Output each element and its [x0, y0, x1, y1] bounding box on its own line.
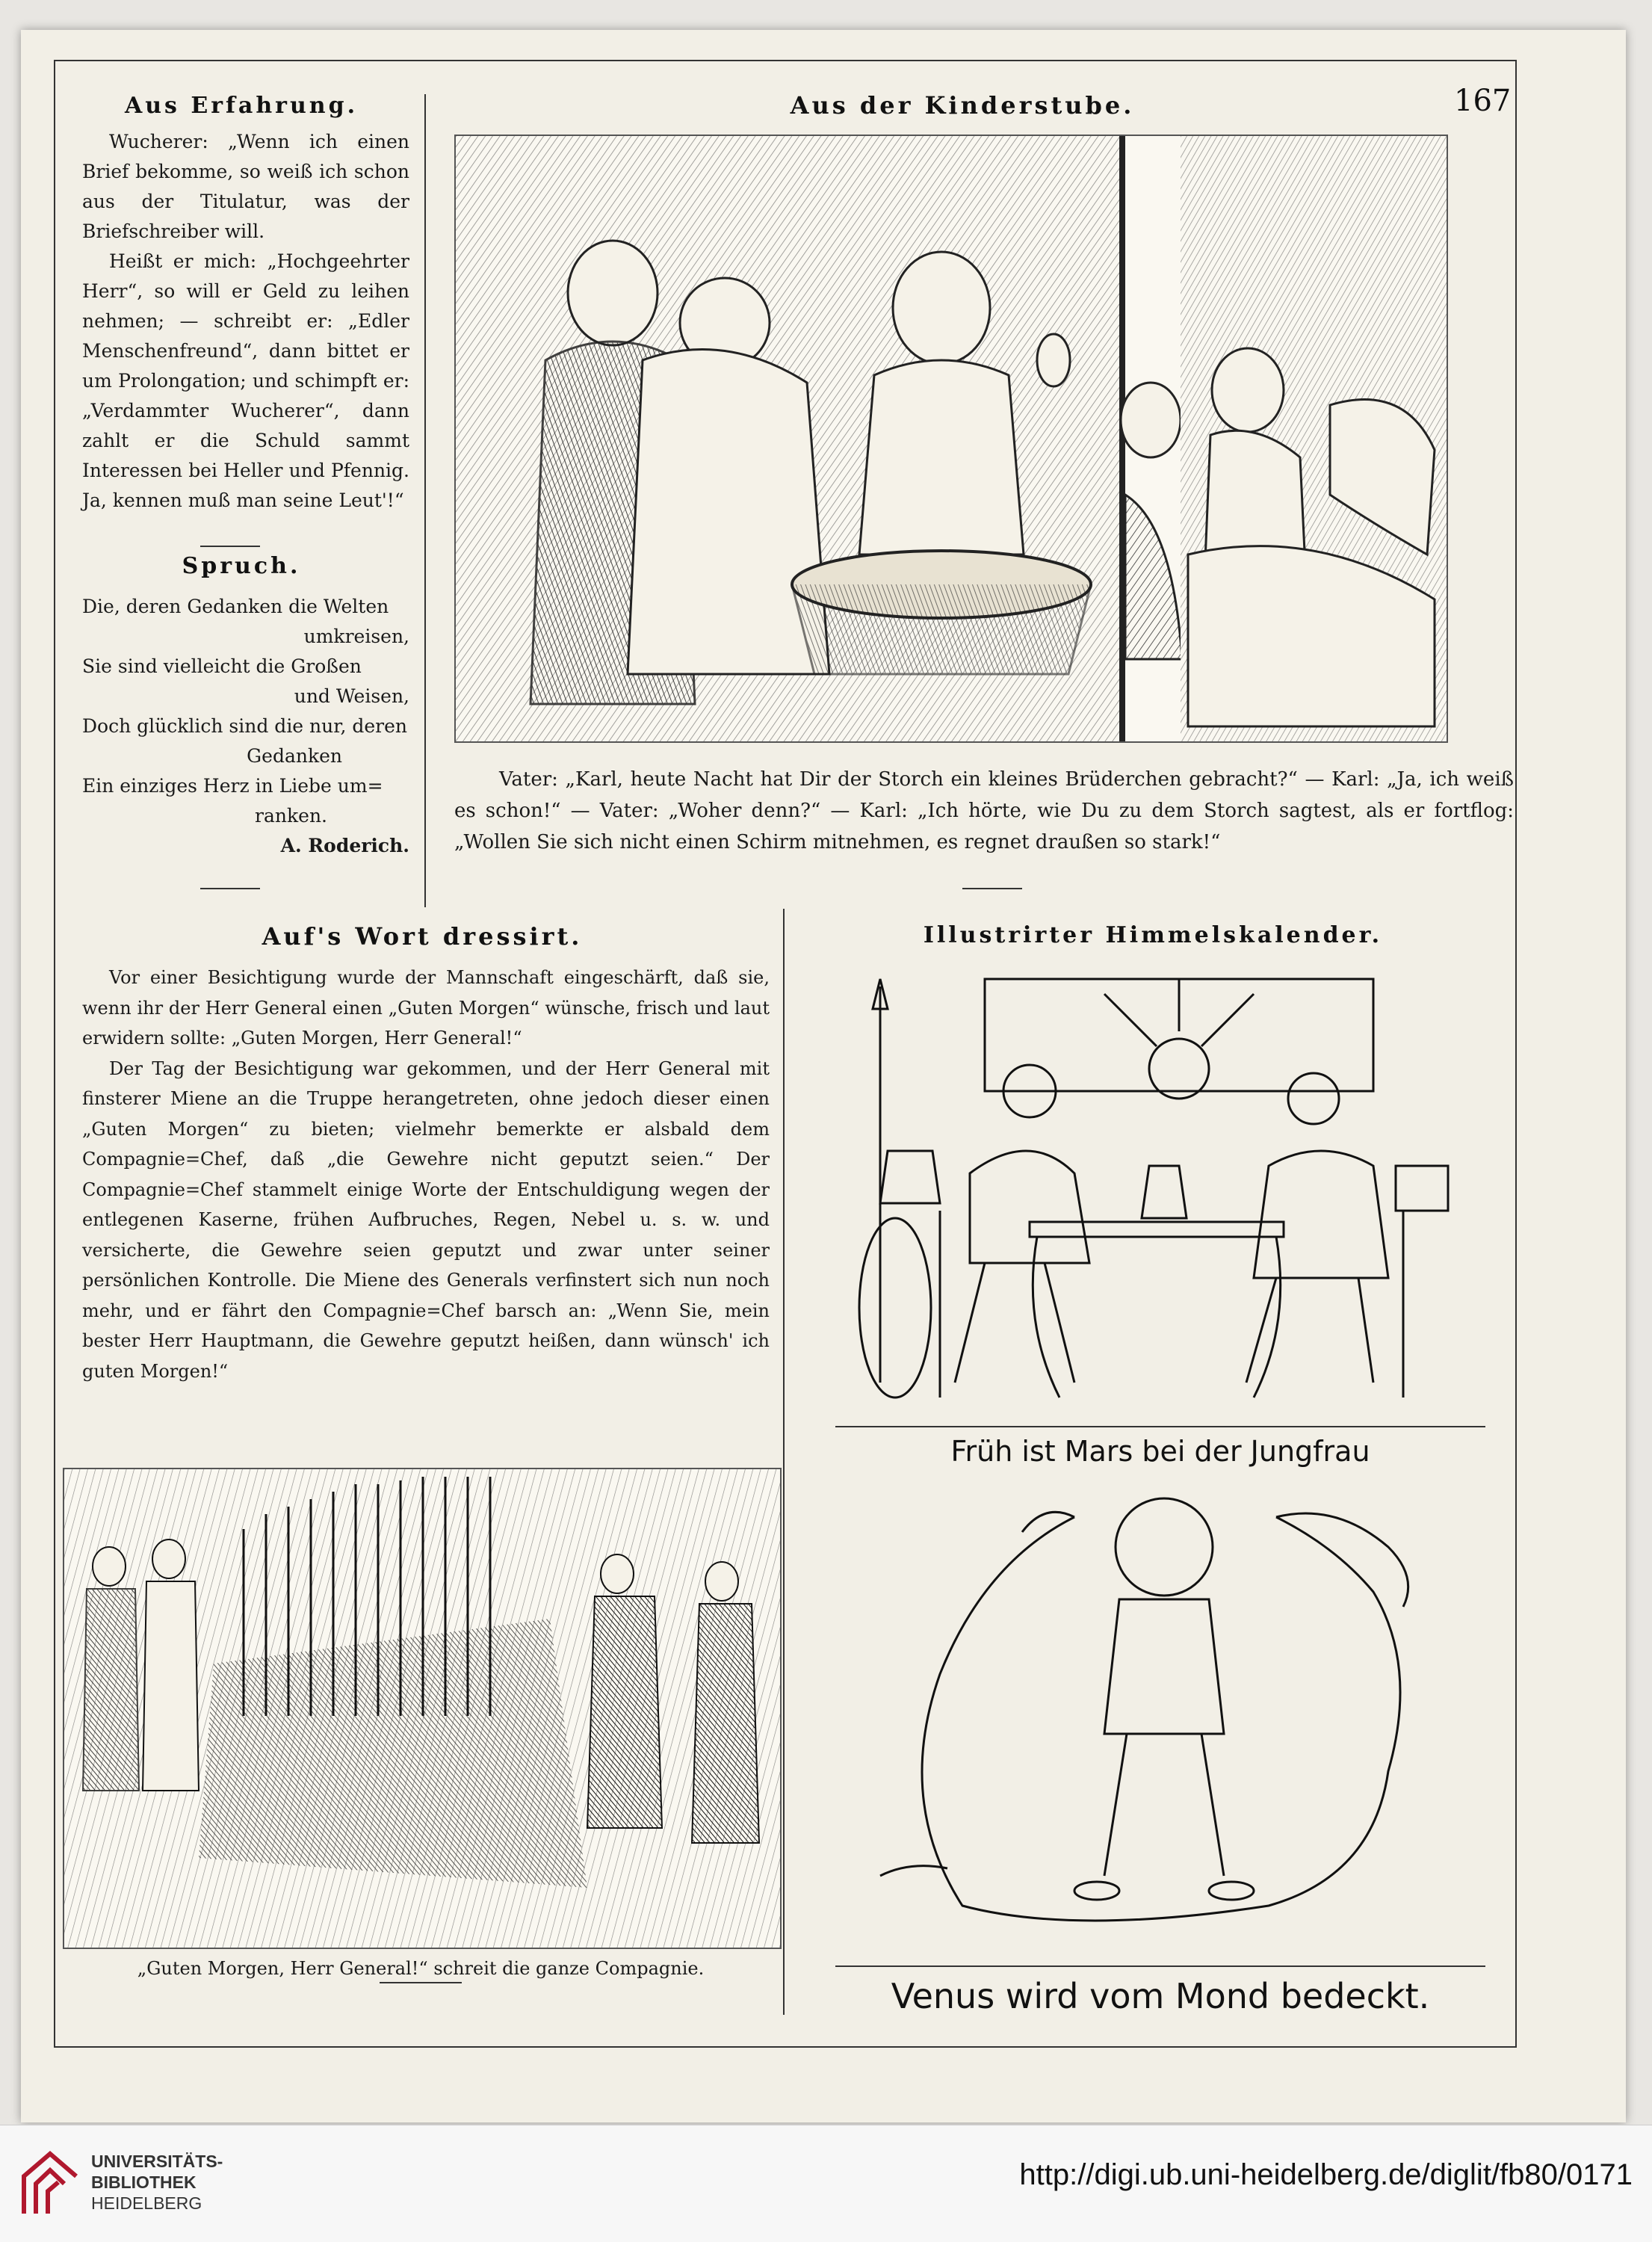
dressirt-paragraph-1: Vor einer Besichtigung wurde der Mannschaft eingeschärft, daß sie, wenn ihr der Herr General einen „Guten Morgen“ wünsche, frisch und laut erwidern sollte: „Guten Morgen, Herr General!“ [82, 967, 770, 1049]
erfahrung-paragraph-1: Wucherer: „Wenn ich einen Brief bekomme, so weiß ich schon aus der Titulatur, was der Briefschreiber will. [82, 131, 409, 242]
section-title-spruch: Spruch. [182, 553, 301, 579]
institution-line: BIBLIOTHEK [91, 2172, 197, 2192]
spruch-poem [82, 592, 409, 861]
section-title-kinderstube: Aus der Kinderstube. [790, 91, 1135, 120]
dressirt-paragraph-2: Der Tag der Besichtigung war gekommen, und der Herr General mit finsterer Miene an die Truppe herangetreten, ohne jedoch dieser einen „Guten Morgen“ zu bieten; vielmehr bemerkte er alsbald dem Compagnie=Chef, daß „die Gewehre nicht geputzt seien.“ Der Compagnie=Chef stammelt einige Worte der Entschuldigung wegen der entlegenen Kaserne, frühen Aufbruches, Regen, Nebel u. s. w. und versicherte, die Gewehre seien geputzt und zwar unter seiner persönlichen Kontrolle. Die Miene des Generals verfinstert sich nun noch mehr, und er fährt den Compagnie=Chef barsch an: „Wenn Sie, mein bester Herr Hauptmann, die Gewehre geputzt heißen, dann wünsch' ich guten Morgen!“ [82, 1057, 770, 1382]
spruch-line: Sie sind vielleicht die Großen [82, 655, 362, 677]
spruch-line: Gedanken [247, 745, 342, 767]
footer-bar [0, 2125, 1652, 2242]
calendar-caption-2: Venus wird vom Mond bedeckt. [891, 1976, 1430, 2016]
institution-line: UNIVERSITÄTS- [91, 2152, 223, 2171]
calendar-rule-1 [835, 1426, 1485, 1427]
spruch-line: ranken. [255, 805, 327, 827]
kinderstube-illustration [454, 135, 1184, 743]
institution-name [91, 2151, 223, 2214]
institution-line: HEIDELBERG [91, 2193, 202, 2213]
section-divider-2 [962, 888, 1022, 889]
scanned-page [21, 30, 1626, 2122]
dressirt-caption: „Guten Morgen, Herr General!“ schreit die ganze Compagnie. [137, 1958, 705, 1979]
section-divider [200, 888, 260, 889]
calendar-rule-2 [835, 1965, 1485, 1967]
spruch-line: umkreisen, [303, 626, 409, 647]
erfahrung-text [82, 127, 409, 516]
page-number: 167 [1454, 84, 1512, 118]
mars-jungfrau-illustration [850, 964, 1463, 1417]
erfahrung-paragraph-2: Heißt er mich: „Hochgeehrter Herr“, so will er Geld zu leihen nehmen; — schreibt er: „Edler Menschenfreund“, dann bittet er um Prolongation; und schimpft er: „Verdammter Wucherer“, dann zahlt er die Schuld sammt Interessen bei Heller und Pfennig. Ja, kennen muß man seine Leut'!“ [82, 250, 409, 511]
left-column-rule [424, 94, 426, 907]
spruch-line: und Weisen, [294, 685, 409, 707]
spruch-divider [200, 546, 260, 547]
kinderstube-caption: Vater: „Karl, heute Nacht hat Dir der Storch ein kleines Brüderchen gebracht?“ — Karl: „Ja, ich weiß es schon!“ — Vater: „Woher denn?“ — Karl: „Ich hörte, wie Du zu dem Storch sagtest, als er fortflog: „Wollen Sie sich nicht einen Schirm mitnehmen, es regnet draußen so stark!“ [454, 768, 1514, 853]
dressirt-text [82, 963, 770, 1386]
spruch-author: A. Roderich. [280, 835, 409, 856]
venus-mond-illustration [850, 1487, 1463, 1936]
spruch-line: Ein einziges Herz in Liebe um= [82, 775, 383, 797]
spruch-line: Die, deren Gedanken die Welten [82, 596, 389, 617]
dressirt-illustration [63, 1468, 782, 1949]
university-logo-icon [16, 2146, 84, 2218]
section-title-erfahrung: Aus Erfahrung. [124, 93, 359, 119]
spruch-line: Doch glücklich sind die nur, deren [82, 715, 407, 737]
calendar-caption-1: Früh ist Mars bei der Jungfrau [950, 1435, 1370, 1468]
center-column-rule [783, 909, 785, 2015]
kinderstube-illustration-right [1181, 135, 1448, 743]
source-url-link[interactable]: http://digi.ub.uni-heidelberg.de/diglit/fb80/0171 [1019, 2158, 1633, 2191]
section-title-dressirt: Auf's Wort dressirt. [262, 922, 583, 951]
section-title-himmelskalender: Illustrirter Himmelskalender. [923, 922, 1383, 948]
